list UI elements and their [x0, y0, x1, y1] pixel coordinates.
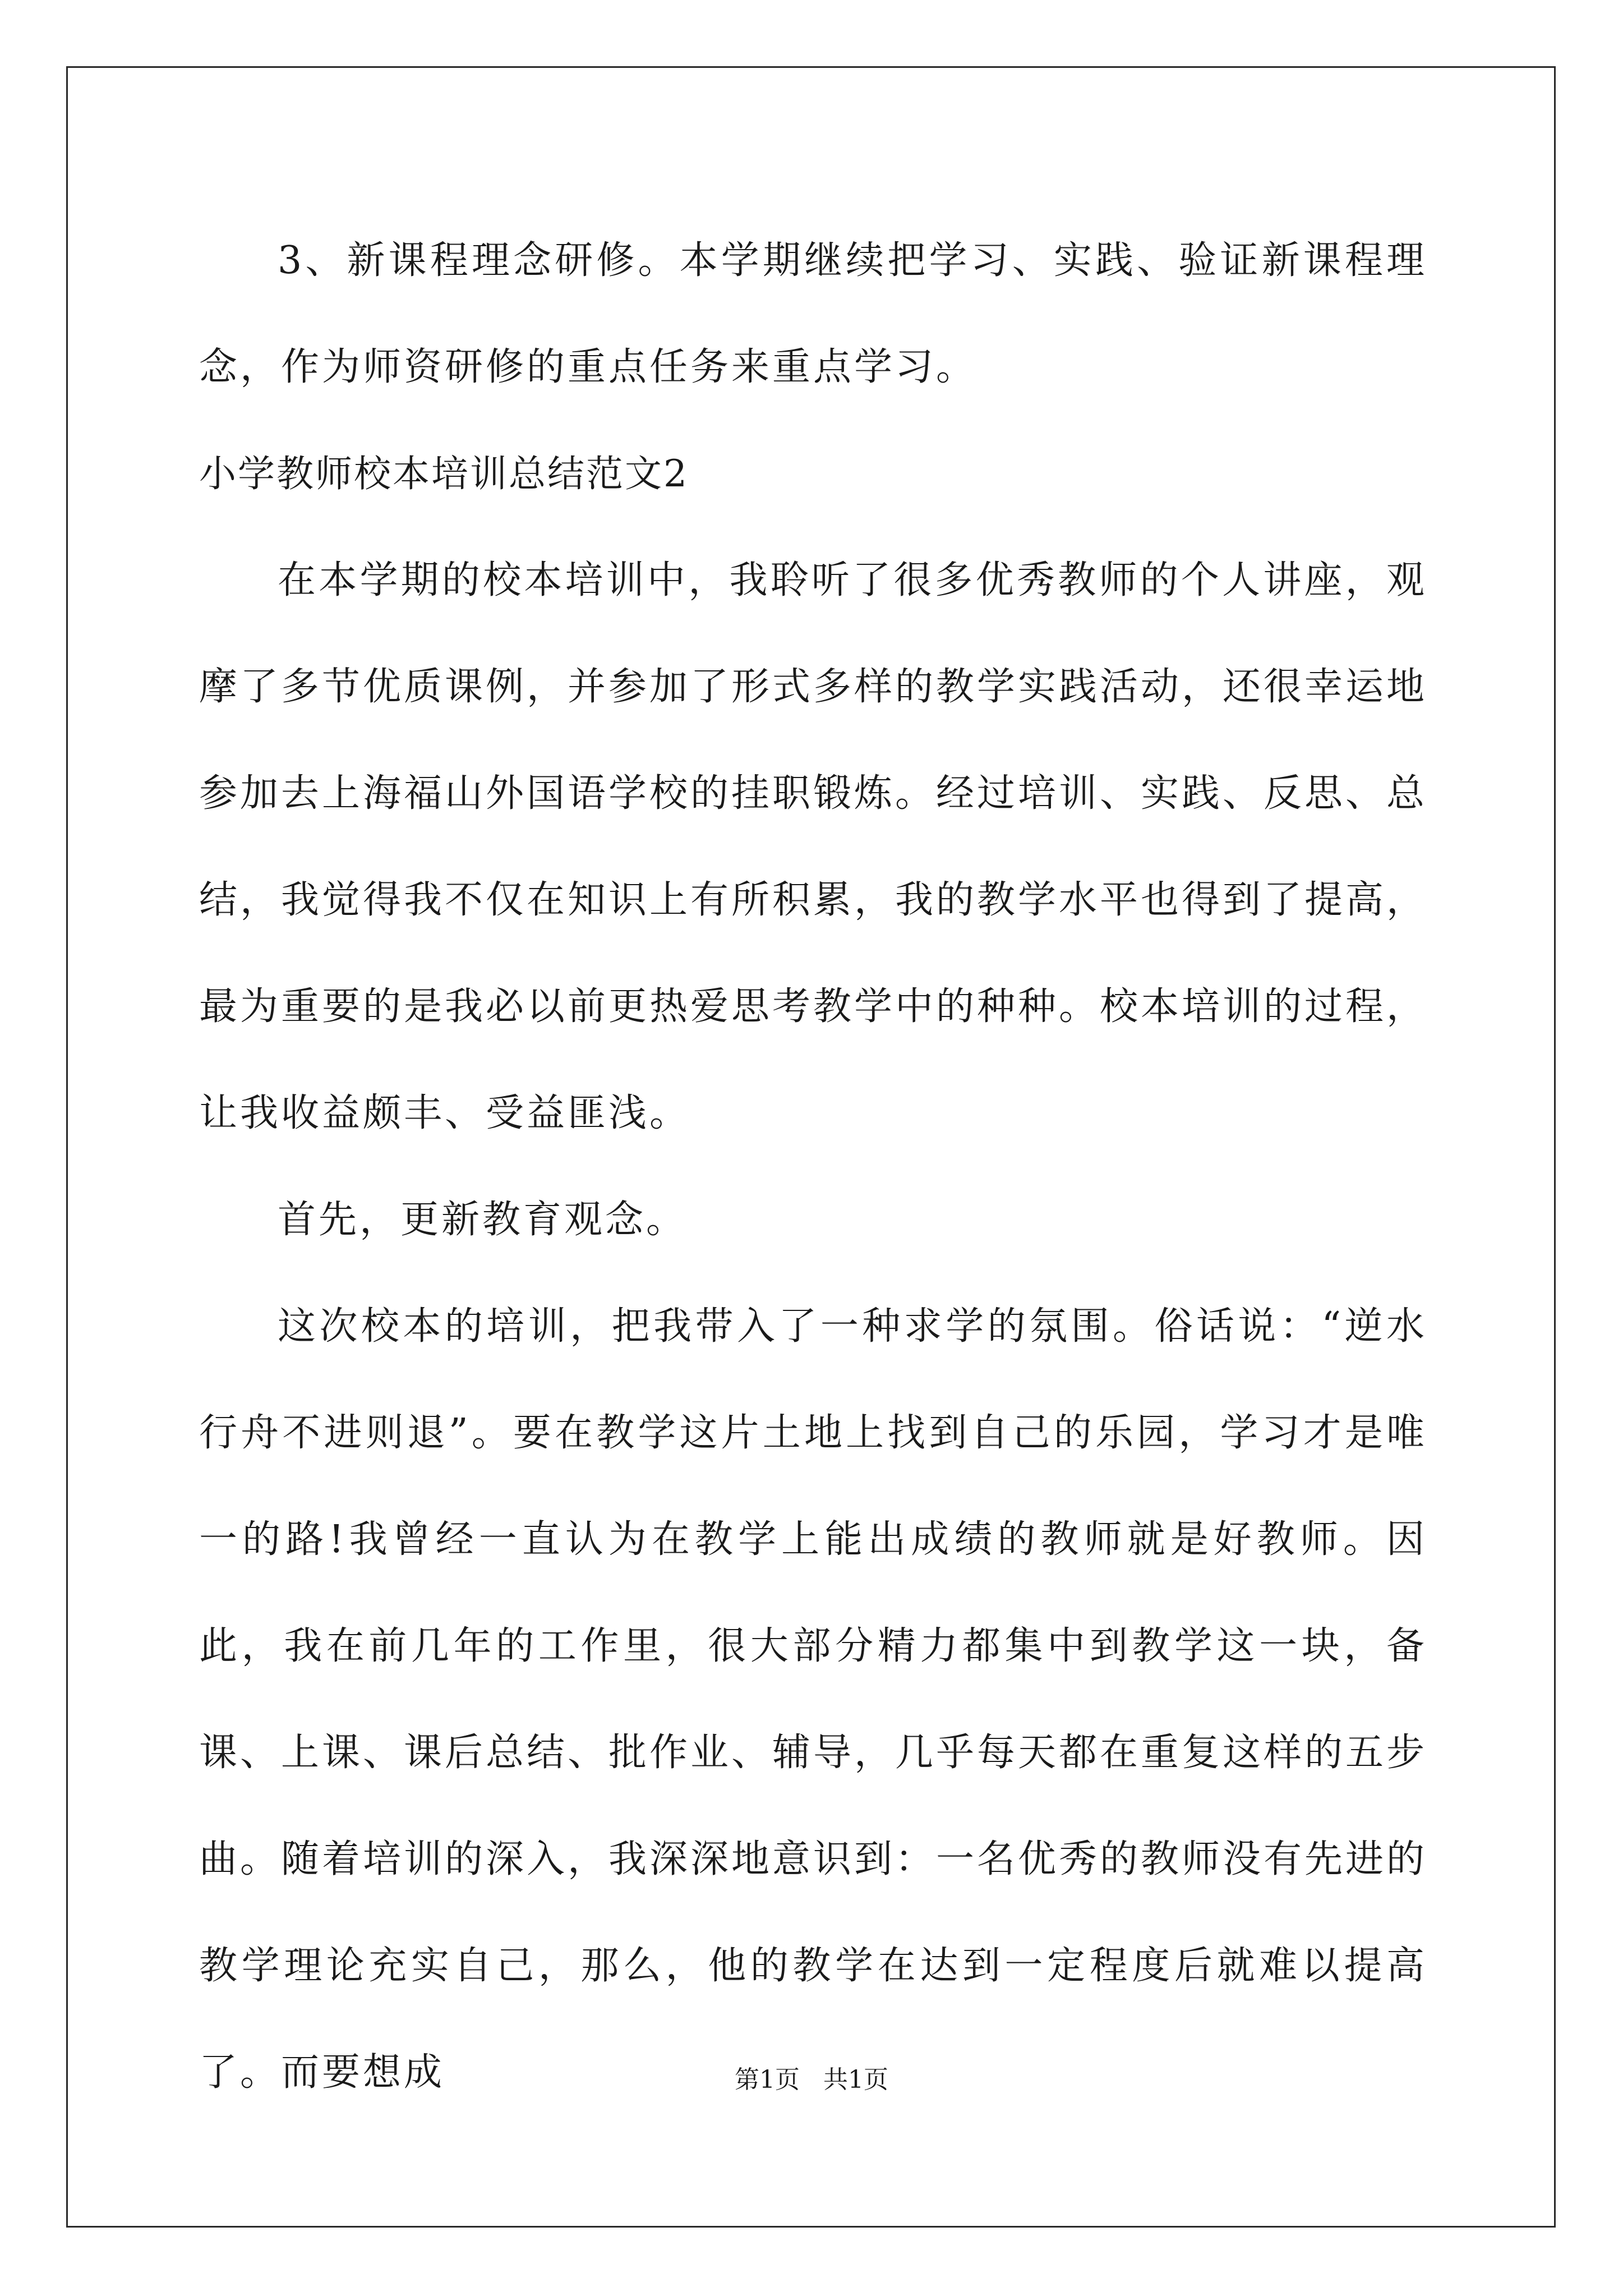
paragraph-1: 3、新课程理念研修。本学期继续把学习、实践、验证新课程理念，作为师资研修的重点任务来重点学习。	[199, 238, 1427, 389]
paragraph-2: 在本学期的校本培训中，我聆听了很多优秀教师的个人讲座，观摩了多节优质课例，并参加了形式多样的教学实践活动，还很幸运地参加去上海福山外国语学校的挂职锻炼。经过培训、实践、反思、总结，我觉得我不仅在知识上有所积累，我的教学水平也得到了提高，最为重要的是我必以前更热爱思考教学中的种种。校本培训的过程，让我收益颇丰、受益匪浅。	[199, 558, 1428, 1135]
paragraph-4: 这次校本的培训，把我带入了一种求学的氛围。俗话说：“逆水行舟不进则退”。要在教学这片土地上找到自己的乐园，学习才是唯一的路!我曾经一直认为在教学上能出成绩的教师就是好教师。因此，我在前几年的工作里，很大部分精力都集中到教学这一块，备课、上课、课后总结、批作业、辅导，几乎每天都在重复这样的五步曲。随着培训的深入，我深深地意识到：一名优秀的教师没有先进的教学理论充实自己，那么，他的教学在达到一定程度后就难以提高了。而要想成	[199, 1304, 1428, 2095]
page-footer	[0, 2063, 1623, 2097]
page-number: 第1页	[735, 2065, 800, 2094]
document-body	[199, 208, 1427, 2126]
paragraph-3: 首先，更新教育观念。	[278, 1198, 688, 1242]
section-heading: 小学教师校本培训总结范文2	[199, 452, 689, 495]
page-total: 共1页	[823, 2065, 888, 2094]
